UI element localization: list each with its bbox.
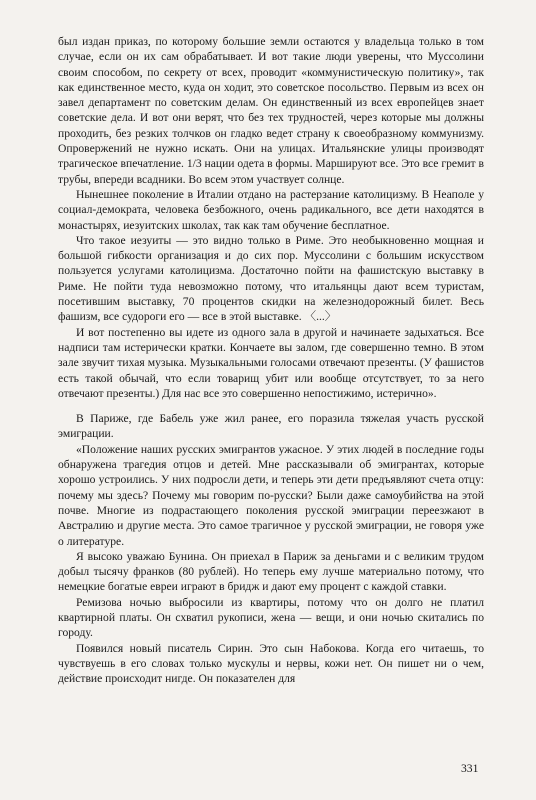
page-text [58, 34, 484, 686]
paragraph: Ремизова ночью выбросили из квартиры, потому что он долго не платил квартирной платы. Он схватил рукописи, жена — вещи, и они ночью скитались по городу. [58, 595, 484, 640]
paragraph: Нынешнее поколение в Италии отдано на растерзание католицизму. В Неаполе у социал-демократа, человека безбожного, очень радикального, все дети находятся в монастырях, иезуитских школах, так как там обучение бесплатное. [58, 187, 484, 232]
section-gap [58, 401, 484, 411]
paragraph: Что такое иезуиты — это видно только в Риме. Это необыкновенно мощная и большой гибкости организация и до сих пор. Муссолини с большим искусством пользуется услугами католицизма. Достаточно пойти на фашистскую выставку в Риме. Не пойти туда невозможно потому, что итальянцы дают всем туристам, посетившим выставку, 70 процентов скидки на железнодорожный билет. Весь фашизм, все судороги его — все в этой выставке. 〈...〉 [58, 233, 484, 324]
paragraph: был издан приказ, по которому большие земли остаются у владельца только в том случае, если он их сам обрабатывает. И вот такие люди уверены, что Муссолини своим способом, по секрету от всех, проводит «коммунистическую политику», так как единственное место, куда он ходит, это советское посольство. Первым из всех он завел департамент по советским делам. Он единственный из всех европейцев знает советские дела. И вот они верят, что без тех трудностей, через которые мы должны проходить, без резких толчков он гладко ведет страну к своеобразному коммунизму. Опровержений не нужно искать. Они на улицах. Итальянские улицы производят трагическое впечатление. 1/3 нации одета в формы. Маршируют все. Это все гремит в трубы, впереди всадники. Во всем этом участвует солнце. [58, 35, 484, 186]
paragraph: В Париже, где Бабель уже жил ранее, его поразила тяжелая участь русской эмиграции. [58, 412, 484, 441]
paragraph: Я высоко уважаю Бунина. Он приехал в Париж за деньгами и с великим трудом добыл тысячу франков (80 рублей). Но теперь ему лучше материально потому, что немецкие богатые евреи играют в бридж и дают ему процент с каждой ставки. [58, 549, 484, 594]
paragraph: «Положение наших русских эмигрантов ужасное. У этих людей в последние годы обнаружена трагедия отцов и детей. Мне рассказывали об эмигрантах, которые хорошо устроились. У них подросли дети, и теперь эти дети предъявляют счета отцу: почему мы здесь? Почему мы говорим по-русски? Были даже самоубийства на этой почве. Многие из подрастающего поколения русской эмиграции переезжают в Австралию и другие места. Это самое трагичное у русской эмиграции, не говоря уже о литературе. [58, 442, 484, 548]
page-number: 331 [461, 762, 479, 775]
paragraph: Появился новый писатель Сирин. Это сын Набокова. Когда его читаешь, то чувствуешь в его словах только мускулы и нервы, кожи нет. Он пишет ни о чем, действие происходит нигде. Он показателен для [58, 641, 484, 686]
paragraph: И вот постепенно вы идете из одного зала в другой и начинаете задыхаться. Все надписи там истерически кратки. Кончаете вы залом, где совершенно темно. В этом зале звучит тихая музыка. Музыкальными голосами отвечают презенты. (У фашистов есть такой обычай, что если товарищ убит или вообще отсутствует, то за него отвечают презенты.) Для нас все это совершенно непостижимо, истерично». [58, 325, 484, 400]
